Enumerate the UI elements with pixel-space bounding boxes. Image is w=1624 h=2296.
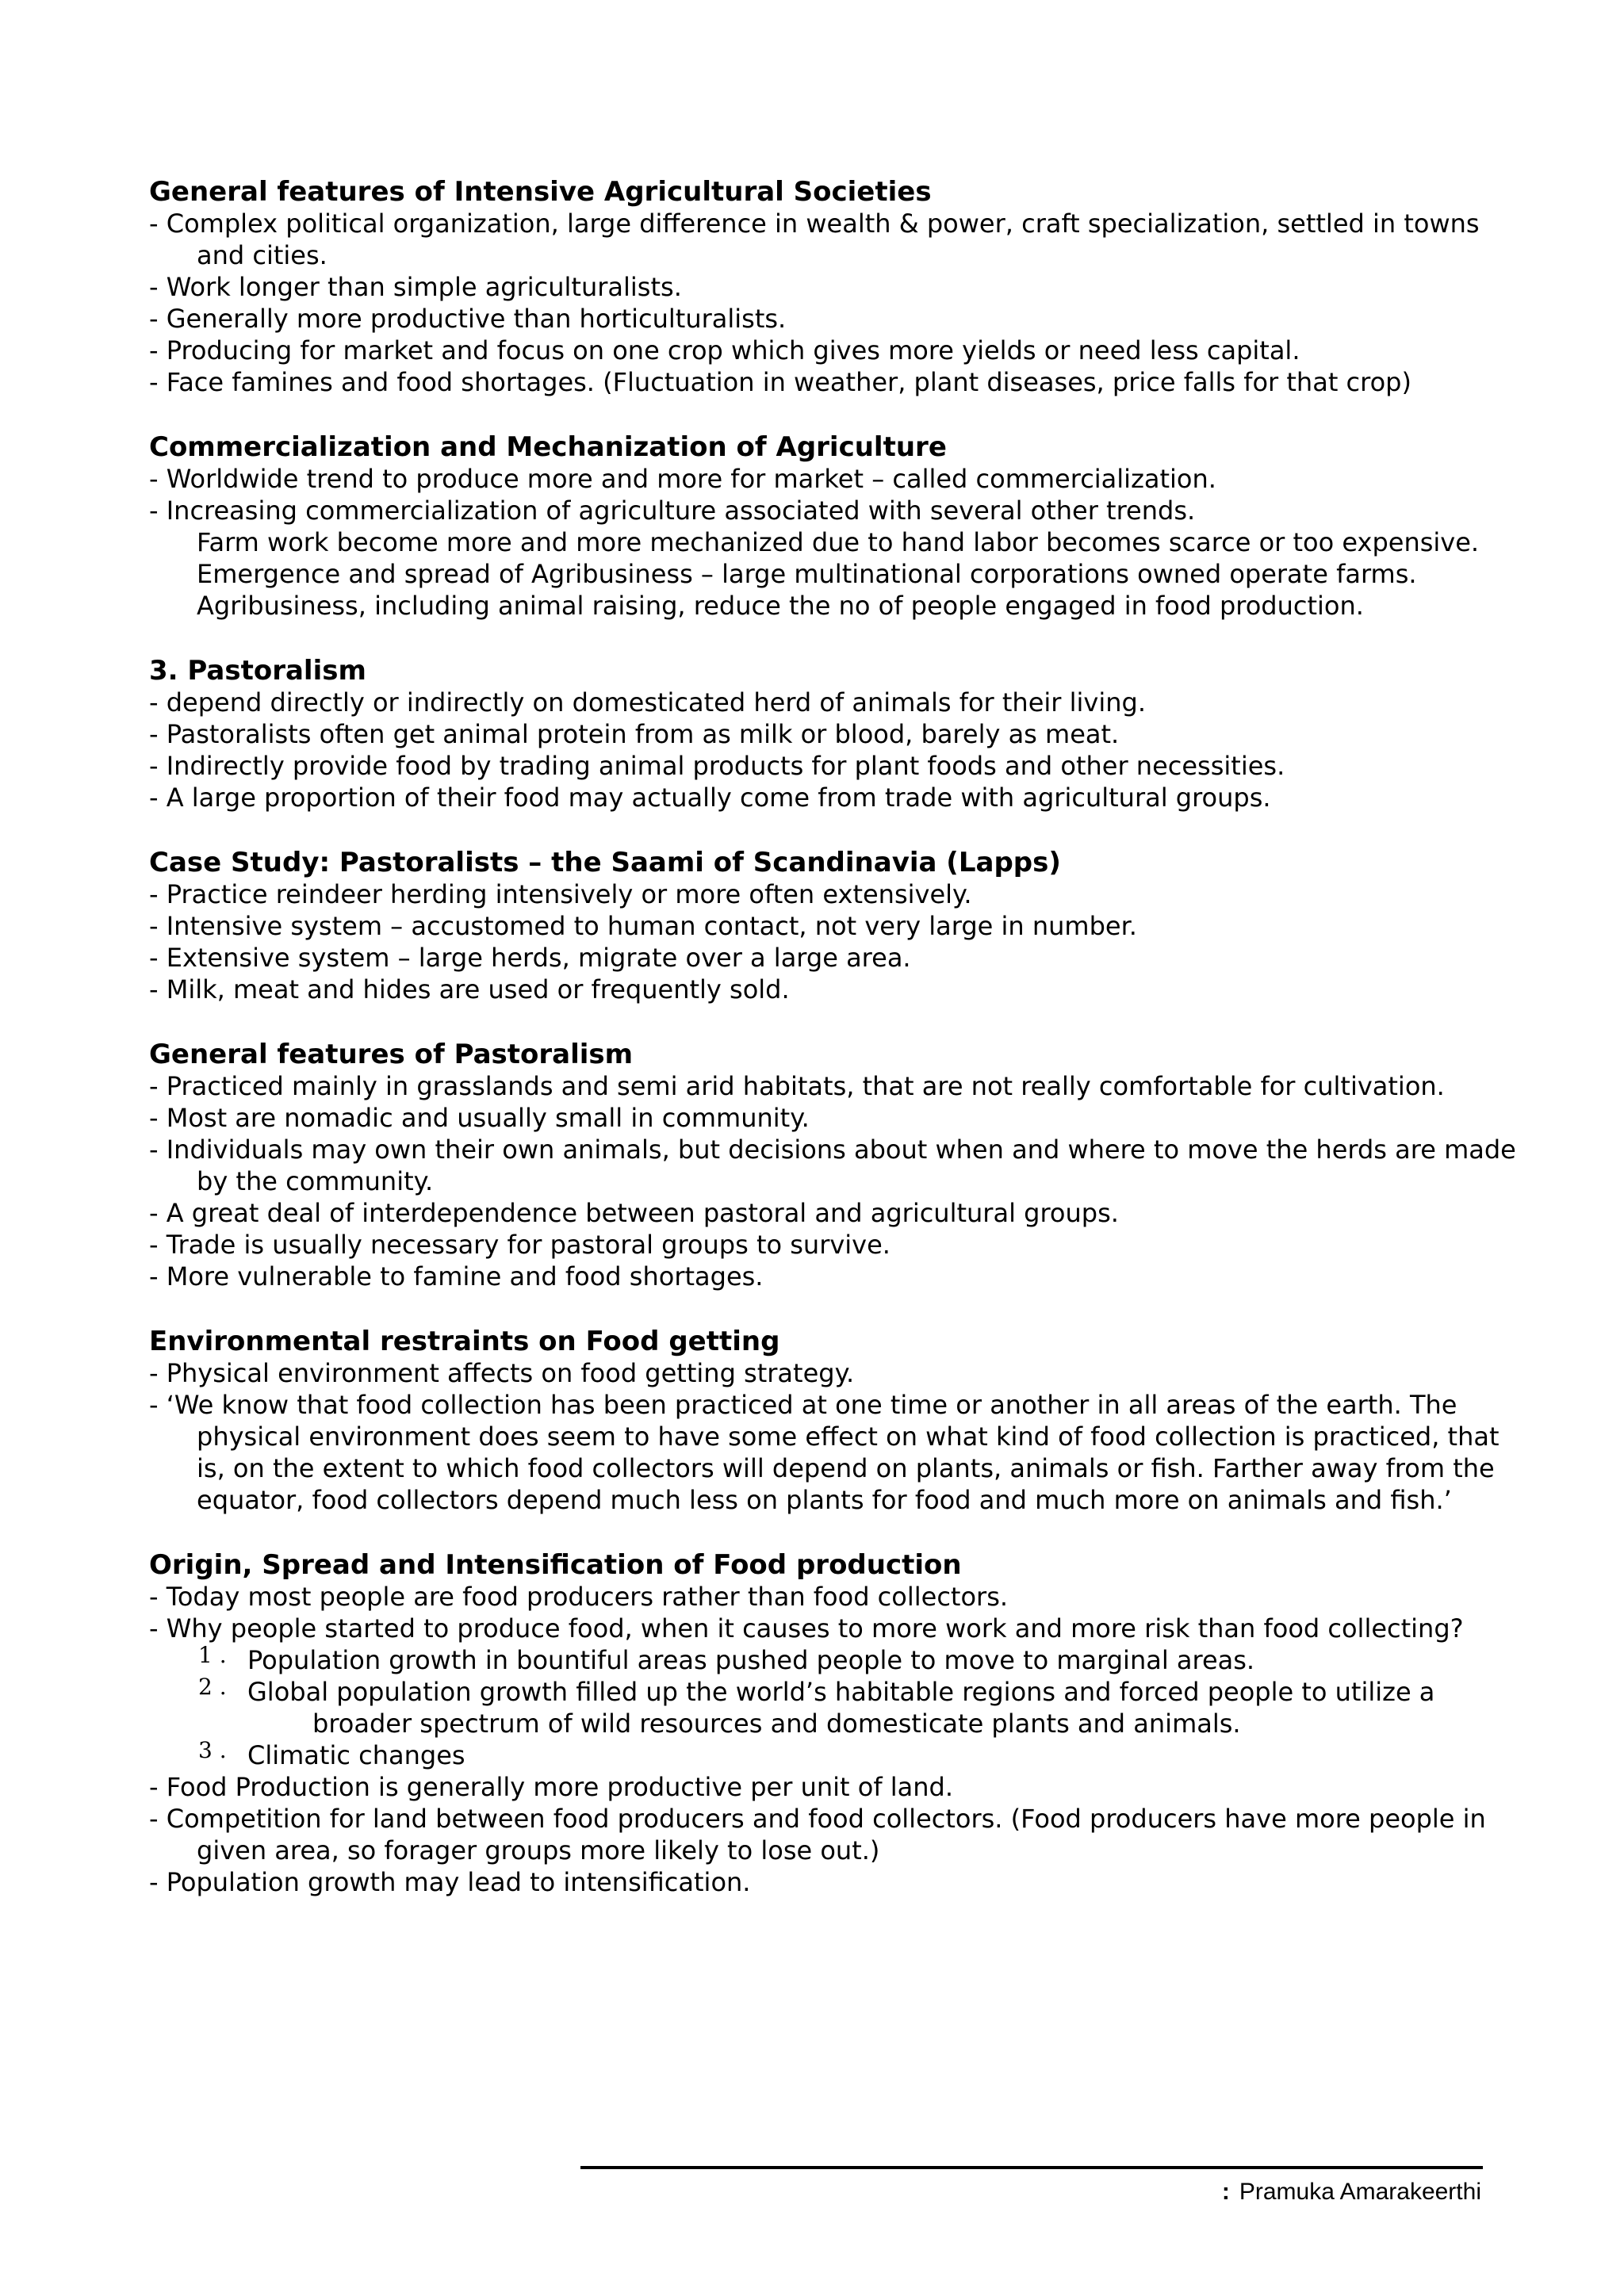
text-line: - Physical environment affects on food getting strategy.: [149, 1358, 855, 1388]
text-line: - depend directly or indirectly on domesticated herd of animals for their living.: [149, 687, 1146, 718]
footer-author: [1222, 2179, 1481, 2206]
section-environmental-restraints: [149, 1326, 1500, 1516]
text-line: Agribusiness, including animal raising, reduce the no of people engaged in food production.: [197, 591, 1364, 621]
list-item-text: Climatic changes: [247, 1740, 465, 1770]
text-line: - Increasing commercialization of agriculture associated with several other trends.: [149, 496, 1196, 526]
text-line: - Complex political organization, large difference in wealth & power, craft specialization, settled in towns: [149, 209, 1480, 239]
section-food-production-origin: [149, 1549, 1497, 1898]
text-line: - Producing for market and focus on one crop which gives more yields or need less capital.: [149, 335, 1300, 365]
list-item-text: Population growth in bountiful areas pushed people to move to marginal areas.: [247, 1645, 1255, 1675]
numbered-list-item: [149, 1739, 1497, 1771]
text-line: - Competition for land between food producers and food collectors. (Food producers have more people in: [149, 1804, 1486, 1834]
document-page: [149, 176, 1516, 1931]
list-item-text: broader spectrum of wild resources and domesticate plants and animals.: [312, 1709, 1241, 1739]
section-heading: Case Study: Pastoralists – the Saami of Scandinavia (Lapps): [149, 847, 1061, 878]
text-line: - Work longer than simple agriculturalists.: [149, 272, 682, 302]
text-line: equator, food collectors depend much less on plants for food and much more on animals and fish.’: [197, 1485, 1452, 1515]
text-line: given area, so forager groups more likely to lose out.): [197, 1835, 880, 1866]
text-line: - Food Production is generally more productive per unit of land.: [149, 1772, 954, 1802]
footer-divider: [580, 2166, 1483, 2169]
footer-colon: :: [1221, 2179, 1230, 2205]
text-line: Emergence and spread of Agribusiness – large multinational corporations owned operate farms.: [197, 559, 1417, 589]
section-heading: General features of Intensive Agricultural Societies: [149, 176, 932, 208]
text-line: physical environment does seem to have some effect on what kind of food collection is practiced, that: [197, 1422, 1500, 1452]
text-line: - Population growth may lead to intensification.: [149, 1867, 751, 1897]
text-line: - Indirectly provide food by trading animal products for plant foods and other necessities.: [149, 751, 1285, 781]
text-line: and cities.: [197, 240, 327, 270]
section-heading: Environmental restraints on Food getting: [149, 1326, 780, 1357]
text-line: - Practiced mainly in grasslands and semi arid habitats, that are not really comfortable for cultivation.: [149, 1071, 1445, 1101]
author-name: Pramuka Amarakeerthi: [1239, 2179, 1481, 2205]
text-line: - A great deal of interdependence between pastoral and agricultural groups.: [149, 1198, 1119, 1228]
text-line: - Milk, meat and hides are used or frequently sold.: [149, 974, 790, 1004]
section-heading: 3. Pastoralism: [149, 655, 366, 687]
section-pastoralism-features: [149, 1039, 1516, 1292]
text-line: - Trade is usually necessary for pastoral groups to survive.: [149, 1230, 891, 1260]
list-number: 3 .: [198, 1737, 227, 1763]
text-line: - Why people started to produce food, when it causes to more work and more risk than food collecting?: [149, 1613, 1464, 1644]
list-item-text: Global population growth filled up the world’s habitable regions and forced people to utilize a: [247, 1677, 1435, 1707]
numbered-list-item: [149, 1644, 1497, 1676]
text-line: - Practice reindeer herding intensively or more often extensively.: [149, 879, 972, 909]
text-line: - A large proportion of their food may actually come from trade with agricultural groups.: [149, 783, 1271, 813]
text-line: is, on the extent to which food collectors will depend on plants, animals or fish. Farther away from the: [197, 1453, 1495, 1483]
text-line: - Intensive system – accustomed to human contact, not very large in number.: [149, 911, 1137, 941]
text-line: - Face famines and food shortages. (Fluctuation in weather, plant diseases, price falls for that crop): [149, 367, 1411, 397]
text-line: - Extensive system – large herds, migrate over a large area.: [149, 943, 911, 973]
text-line: - Worldwide trend to produce more and more for market – called commercialization.: [149, 464, 1216, 494]
text-line: - Pastoralists often get animal protein from as milk or blood, barely as meat.: [149, 719, 1120, 749]
text-line: - Most are nomadic and usually small in community.: [149, 1103, 810, 1133]
text-line: - Individuals may own their own animals, but decisions about when and where to move the herds are made: [149, 1135, 1516, 1165]
text-line: - More vulnerable to famine and food shortages.: [149, 1261, 764, 1292]
text-line: by the community.: [197, 1166, 434, 1196]
section-intensive-agriculture: [149, 176, 1497, 398]
text-line: - Generally more productive than horticulturalists.: [149, 304, 787, 334]
text-line: - Today most people are food producers rather than food collectors.: [149, 1582, 1009, 1612]
list-number: 1 .: [198, 1642, 227, 1668]
text-line: Farm work become more and more mechanized due to hand labor becomes scarce or too expensive.: [197, 527, 1480, 557]
section-heading: General features of Pastoralism: [149, 1039, 634, 1070]
section-heading: Origin, Spread and Intensification of Food production: [149, 1549, 962, 1581]
section-commercialization: [149, 431, 1497, 622]
section-heading: Commercialization and Mechanization of Agriculture: [149, 431, 947, 463]
text-line: - ‘We know that food collection has been practiced at one time or another in all areas of the earth. The: [149, 1390, 1457, 1420]
numbered-list-item: [149, 1676, 1497, 1708]
section-saami-case-study: [149, 847, 1497, 1005]
list-number: 2 .: [198, 1674, 227, 1700]
section-pastoralism: [149, 655, 1497, 813]
numbered-list-item-continuation: [149, 1708, 1497, 1739]
